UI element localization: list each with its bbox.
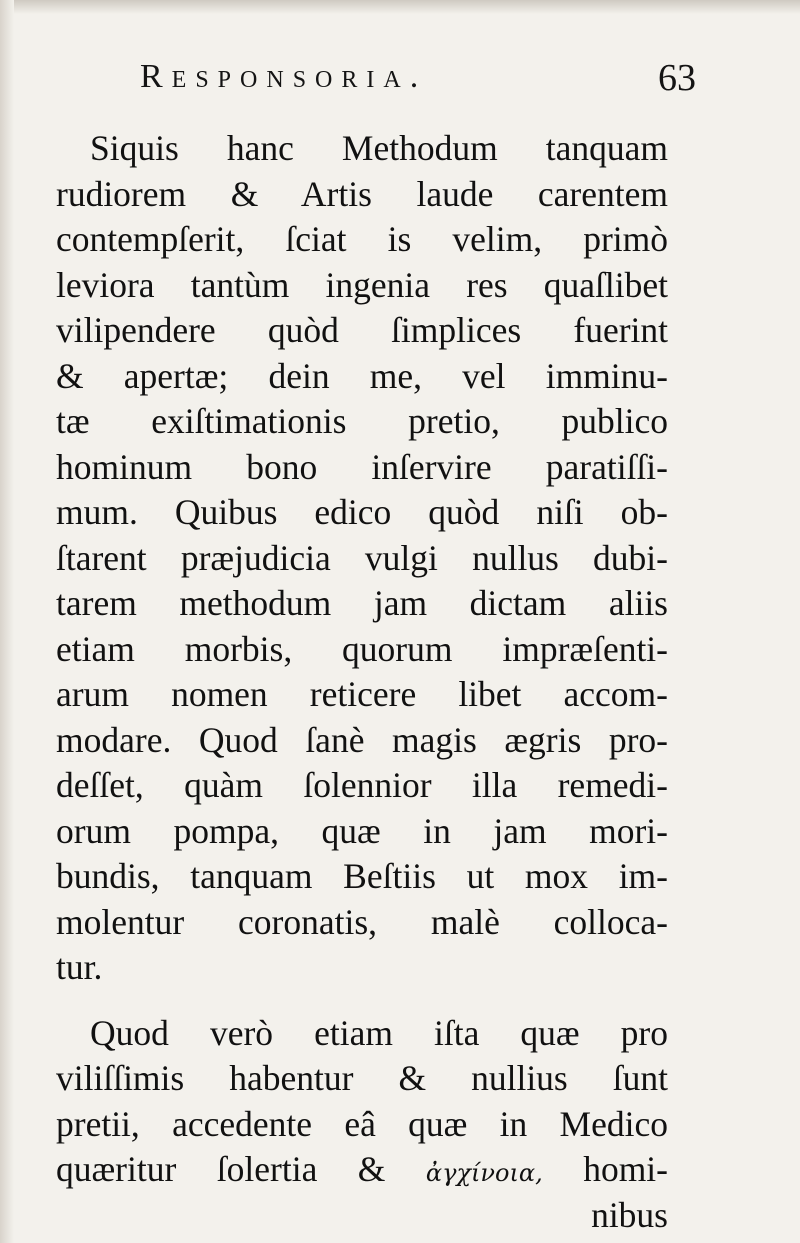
text-line: pretii, accedente eâ quæ in Medico xyxy=(56,1103,668,1144)
text-line: hominum bono inſervire paratiſſi- xyxy=(56,446,668,487)
page-top-edge xyxy=(0,0,800,14)
text-segment: quæritur ſolertia & xyxy=(56,1149,426,1189)
text-line: leviora tantùm ingenia res quaſlibet xyxy=(56,264,668,305)
body-text xyxy=(56,126,668,1238)
paragraph-break xyxy=(56,991,668,1011)
catchword: nibus xyxy=(591,1194,668,1235)
text-line: modare. Quod ſanè magis ægris pro- xyxy=(56,719,668,760)
text-segment: homi- xyxy=(542,1149,668,1189)
text-line: & apertæ; dein me, vel imminu- xyxy=(56,355,668,396)
text-line: Siquis hanc Methodum tanquam xyxy=(90,128,668,168)
text-line: tur. xyxy=(56,947,103,987)
text-line: bundis, tanquam Beſtiis ut mox im- xyxy=(56,856,668,896)
text-line: rudiorem & Artis laude carentem xyxy=(56,173,668,214)
text-line: tæ exiſtimationis pretio, publico xyxy=(56,401,668,441)
text-line: vilipendere quòd ſimplices fuerint xyxy=(56,310,668,350)
text-line: deſſet, quàm ſolennior illa remedi- xyxy=(56,765,668,805)
greek-word: ἀγχίνοια, xyxy=(425,1159,543,1187)
running-head: Responsoria. xyxy=(140,58,428,95)
text-line: tarem methodum jam dictam aliis xyxy=(56,583,668,623)
text-line: molentur coronatis, malè colloca- xyxy=(56,901,668,942)
text-line: orum pompa, quæ in jam mori- xyxy=(56,810,668,851)
text-line: ſtarent præjudicia vulgi nullus dubi- xyxy=(56,537,668,578)
text-line: mum. Quibus edico quòd niſi ob- xyxy=(56,492,668,532)
text-line: Quod verò etiam iſta quæ pro xyxy=(90,1012,668,1053)
text-line: arum nomen reticere libet accom- xyxy=(56,674,668,714)
text-line-with-greek xyxy=(56,1147,668,1193)
text-line: viliſſimis habentur & nullius ſunt xyxy=(56,1058,668,1098)
text-line: contempſerit, ſciat is velim, primò xyxy=(56,219,668,259)
page-gutter-edge xyxy=(0,0,14,1243)
text-line: etiam morbis, quorum impræſenti- xyxy=(56,628,668,669)
page-number: 63 xyxy=(658,57,696,99)
